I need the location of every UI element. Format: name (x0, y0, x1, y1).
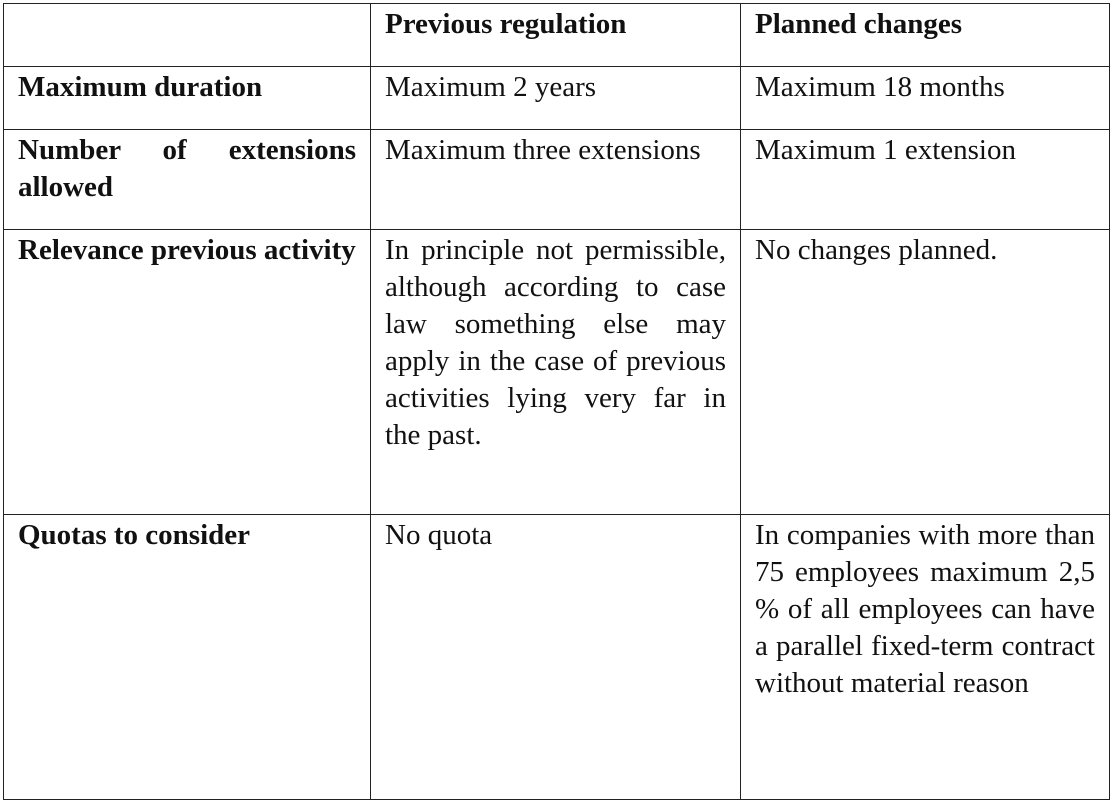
planned-changes-cell: In companies with more than 75 employees maximum 2,5 % of all employees can have a parallel fixed-term contract without material reason (741, 515, 1110, 800)
table-row (4, 67, 1110, 130)
row-label-cell: Relevance previous activity (4, 230, 371, 515)
planned-changes-cell: Maximum 18 months (741, 67, 1110, 130)
header-cell-previous-regulation: Previous regulation (371, 4, 741, 67)
table-header-row (4, 4, 1110, 67)
table-row (4, 515, 1110, 800)
row-label-cell: Maximum duration (4, 67, 371, 130)
header-cell-planned-changes: Planned changes (741, 4, 1110, 67)
previous-regulation-cell: Maximum three extensions (371, 130, 741, 230)
previous-regulation-cell: No quota (371, 515, 741, 800)
row-label-cell: Number of extensions allowed (4, 130, 371, 230)
row-label-cell: Quotas to consider (4, 515, 371, 800)
table-row (4, 130, 1110, 230)
comparison-table (3, 3, 1110, 800)
planned-changes-cell: No changes planned. (741, 230, 1110, 515)
previous-regulation-cell: Maximum 2 years (371, 67, 741, 130)
table-row (4, 230, 1110, 515)
planned-changes-cell: Maximum 1 extension (741, 130, 1110, 230)
previous-regulation-cell: In principle not permissible, although according to case law something else may apply in the case of previous activities lying very far in the past. (371, 230, 741, 515)
header-cell-empty (4, 4, 371, 67)
